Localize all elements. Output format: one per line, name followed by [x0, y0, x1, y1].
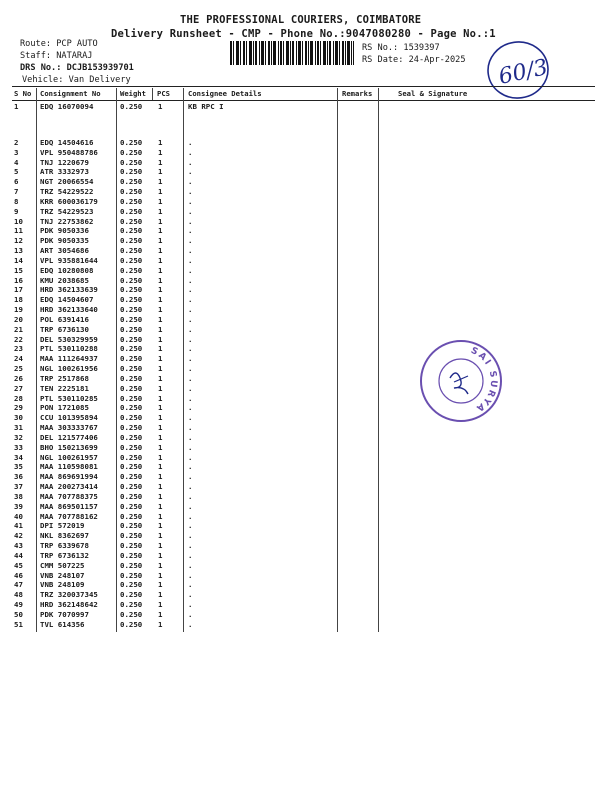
row-sno: 26 [14, 373, 23, 383]
row-consignee-details: . [188, 236, 193, 246]
row-pcs: 1 [158, 600, 163, 609]
row-pcs: 1 [158, 275, 163, 285]
row-sno: 7 [14, 187, 19, 197]
row-weight: 0.250 [120, 452, 143, 462]
row-weight: 0.250 [120, 482, 143, 492]
row-consignment-no: TEN 2225181 [40, 383, 89, 393]
rs-date-label: RS Date: [362, 55, 404, 65]
delivery-stamp [418, 338, 504, 424]
row-sno: 18 [14, 295, 23, 305]
row-sno: 31 [14, 423, 23, 433]
row-consignee-details: . [188, 452, 193, 462]
row-sno: 9 [14, 206, 19, 216]
row-consignee-details: . [188, 226, 193, 236]
row-consignment-no: BHO 150213699 [40, 442, 98, 452]
row-sno: 49 [14, 600, 23, 609]
row-weight: 0.250 [120, 521, 143, 531]
row-pcs: 1 [158, 344, 163, 354]
row-consignee-details: . [188, 600, 193, 609]
row-consignment-no: PDK 9050335 [40, 236, 89, 246]
row-consignee-details: . [188, 609, 193, 619]
row-consignment-no: NKL 8362697 [40, 531, 89, 541]
row-weight: 0.250 [120, 600, 143, 609]
row-sno: 5 [14, 167, 19, 177]
row-consignee-details: . [188, 442, 193, 452]
row-pcs: 1 [158, 226, 163, 236]
row-consignee-details: . [188, 432, 193, 442]
row-consignment-no: MAA 707788162 [40, 511, 98, 521]
row-consignee-details: . [188, 501, 193, 511]
row-weight: 0.250 [120, 206, 143, 216]
row-sno: 37 [14, 482, 23, 492]
row-consignment-no: PTL 530110285 [40, 393, 98, 403]
row-sno: 29 [14, 403, 23, 413]
row-consignee-details: . [188, 206, 193, 216]
row-pcs: 1 [158, 285, 163, 295]
row-pcs: 1 [158, 491, 163, 501]
row-consignment-no: TRZ 320037345 [40, 590, 98, 600]
row-pcs: 1 [158, 619, 163, 629]
col-pcs: PCS [157, 89, 170, 98]
row-pcs: 1 [158, 265, 163, 275]
col-sep [378, 88, 379, 632]
row-consignment-no: TRP 6736132 [40, 550, 89, 560]
row-sno: 32 [14, 432, 23, 442]
row-consignment-no: NGL 100261957 [40, 452, 98, 462]
row-pcs: 1 [158, 102, 163, 111]
row-weight: 0.250 [120, 246, 143, 256]
row-sno: 4 [14, 157, 19, 167]
row-consignment-no: DEL 121577406 [40, 432, 98, 442]
runsheet-subtitle: Delivery Runsheet - CMP - Phone No.:9047080280 - Page No.:1 [111, 28, 496, 40]
row-pcs: 1 [158, 580, 163, 590]
row-consignment-no: POL 6391416 [40, 314, 89, 324]
row-consignment-no: KRR 600036179 [40, 196, 98, 206]
col-consignment: Consignment No [40, 89, 101, 98]
row-pcs: 1 [158, 550, 163, 560]
col-remarks: Remarks [342, 89, 373, 98]
row-sno: 40 [14, 511, 23, 521]
row-sno: 28 [14, 393, 23, 403]
route-line [20, 39, 98, 49]
staff-line [20, 51, 92, 61]
row-sno: 38 [14, 491, 23, 501]
row-consignee-details: . [188, 491, 193, 501]
row-pcs: 1 [158, 393, 163, 403]
row-consignee-details: . [188, 511, 193, 521]
row-consignee-details: . [188, 423, 193, 433]
row-consignment-no: HRD 362133640 [40, 305, 98, 315]
row-pcs: 1 [158, 432, 163, 442]
row-pcs: 1 [158, 354, 163, 364]
row-sno: 21 [14, 324, 23, 334]
row-consignee-details: . [188, 472, 193, 482]
col-seal: Seal & Signature [398, 89, 468, 98]
row-weight: 0.250 [120, 393, 143, 403]
table-top-rule [12, 86, 595, 87]
row-sno: 44 [14, 550, 23, 560]
col-weight: Weight [120, 89, 146, 98]
row-sno: 35 [14, 462, 23, 472]
row-consignment-no: NGL 100261956 [40, 364, 98, 374]
row-weight: 0.250 [120, 265, 143, 275]
row-weight: 0.250 [120, 501, 143, 511]
route-label: Route: [20, 39, 52, 49]
row-weight: 0.250 [120, 216, 143, 226]
row-sno: 16 [14, 275, 23, 285]
row-sno: 13 [14, 246, 23, 256]
row-consignee-details: . [188, 560, 193, 570]
col-sep [36, 88, 37, 632]
row-pcs: 1 [158, 177, 163, 187]
row-consignee-details: . [188, 570, 193, 580]
row-consignment-no: CMM 507225 [40, 560, 85, 570]
row-pcs: 1 [158, 216, 163, 226]
row-sno: 1 [14, 102, 19, 111]
row-consignment-no: MAA 111264937 [40, 354, 98, 364]
row-consignee-details: KB RPC I [188, 102, 224, 111]
row-sno: 24 [14, 354, 23, 364]
row-sno: 12 [14, 236, 23, 246]
row-pcs: 1 [158, 373, 163, 383]
row-consignee-details: . [188, 413, 193, 423]
row-weight: 0.250 [120, 285, 143, 295]
row-consignee-details: . [188, 550, 193, 560]
table-header-rule [12, 100, 595, 101]
row-consignment-no: EDQ 14504616 [40, 138, 94, 147]
row-pcs: 1 [158, 255, 163, 265]
row-consignment-no: VNB 248107 [40, 570, 85, 580]
row-consignment-no: HRD 362148642 [40, 600, 98, 609]
row-sno: 11 [14, 226, 23, 236]
row-consignee-details: . [188, 373, 193, 383]
row-consignment-no: MAA 200273414 [40, 482, 98, 492]
row-weight: 0.250 [120, 472, 143, 482]
row-consignee-details: . [188, 541, 193, 551]
row-sno: 47 [14, 580, 23, 590]
row-consignment-no: TRP 2517868 [40, 373, 89, 383]
row-consignment-no: PDK 9050336 [40, 226, 89, 236]
row-pcs: 1 [158, 609, 163, 619]
row-consignment-no: HRD 362133639 [40, 285, 98, 295]
row-consignee-details: . [188, 619, 193, 629]
row-sno: 39 [14, 501, 23, 511]
row-pcs: 1 [158, 246, 163, 256]
row-pcs: 1 [158, 236, 163, 246]
row-consignee-details: . [188, 305, 193, 315]
row-sno: 10 [14, 216, 23, 226]
row-weight: 0.250 [120, 344, 143, 354]
row-consignee-details: . [188, 590, 193, 600]
row-pcs: 1 [158, 383, 163, 393]
row-weight: 0.250 [120, 413, 143, 423]
row-weight: 0.250 [120, 226, 143, 236]
row-sno: 25 [14, 364, 23, 374]
row-consignment-no: MAA 707788375 [40, 491, 98, 501]
row-pcs: 1 [158, 531, 163, 541]
row-pcs: 1 [158, 314, 163, 324]
row-consignee-details: . [188, 275, 193, 285]
row-consignee-details: . [188, 383, 193, 393]
row-weight: 0.250 [120, 442, 143, 452]
row-weight: 0.250 [120, 354, 143, 364]
drs-label: DRS No.: [20, 63, 62, 73]
row-weight: 0.250 [120, 196, 143, 206]
route-value: PCP AUTO [56, 39, 98, 49]
company-title: THE PROFESSIONAL COURIERS, COIMBATORE [180, 14, 422, 26]
row-weight: 0.250 [120, 609, 143, 619]
row-consignee-details: . [188, 147, 193, 157]
row-pcs: 1 [158, 196, 163, 206]
row-sno: 42 [14, 531, 23, 541]
stamp-text: SAI SURYA [469, 345, 499, 414]
row-pcs: 1 [158, 570, 163, 580]
row-pcs: 1 [158, 138, 163, 147]
row-consignee-details: . [188, 138, 193, 147]
row-sno: 41 [14, 521, 23, 531]
staff-label: Staff: [20, 51, 52, 61]
staff-value: NATARAJ [56, 51, 93, 61]
row-pcs: 1 [158, 167, 163, 177]
row-consignment-no: DEL 530329959 [40, 334, 98, 344]
col-sep [183, 88, 184, 632]
row-weight: 0.250 [120, 560, 143, 570]
row-weight: 0.250 [120, 511, 143, 521]
row-weight: 0.250 [120, 138, 143, 147]
row-pcs: 1 [158, 206, 163, 216]
row-consignee-details: . [188, 393, 193, 403]
row-weight: 0.250 [120, 236, 143, 246]
row-weight: 0.250 [120, 550, 143, 560]
row-pcs: 1 [158, 403, 163, 413]
row-consignment-no: TRP 6736130 [40, 324, 89, 334]
row-pcs: 1 [158, 541, 163, 551]
row-weight: 0.250 [120, 432, 143, 442]
vehicle-label: Vehicle: [22, 75, 64, 85]
row-weight: 0.250 [120, 314, 143, 324]
rs-date-line [362, 55, 466, 65]
row-consignee-details: . [188, 314, 193, 324]
row-pcs: 1 [158, 423, 163, 433]
row-sno: 27 [14, 383, 23, 393]
row-pcs: 1 [158, 187, 163, 197]
row-consignee-details: . [188, 324, 193, 334]
drs-value: DCJB153939701 [66, 63, 134, 73]
row-consignment-no: DPI 572019 [40, 521, 85, 531]
row-sno: 19 [14, 305, 23, 315]
rs-no-value: 1539397 [403, 43, 440, 53]
row-weight: 0.250 [120, 324, 143, 334]
row-consignment-no: EDQ 10280808 [40, 265, 94, 275]
row-consignee-details: . [188, 531, 193, 541]
row-consignee-details: . [188, 334, 193, 344]
row-weight: 0.250 [120, 580, 143, 590]
row-consignee-details: . [188, 167, 193, 177]
row-weight: 0.250 [120, 491, 143, 501]
row-sno: 30 [14, 413, 23, 423]
row-consignment-no: VPL 950488786 [40, 147, 98, 157]
row-sno: 48 [14, 590, 23, 600]
row-pcs: 1 [158, 157, 163, 167]
row-sno: 50 [14, 609, 23, 619]
row-weight: 0.250 [120, 462, 143, 472]
row-weight: 0.250 [120, 167, 143, 177]
col-sep [337, 88, 338, 632]
row-pcs: 1 [158, 462, 163, 472]
row-consignment-no: VNB 248109 [40, 580, 85, 590]
row-pcs: 1 [158, 364, 163, 374]
row-pcs: 1 [158, 442, 163, 452]
row-consignment-no: KMU 2038685 [40, 275, 89, 285]
row-consignment-no: NGT 20066554 [40, 177, 94, 187]
row-consignment-no: MAA 110598081 [40, 462, 98, 472]
row-pcs: 1 [158, 324, 163, 334]
row-weight: 0.250 [120, 541, 143, 551]
row-weight: 0.250 [120, 403, 143, 413]
row-consignee-details: . [188, 403, 193, 413]
row-weight: 0.250 [120, 147, 143, 157]
row-consignee-details: . [188, 482, 193, 492]
row-sno: 46 [14, 570, 23, 580]
row-sno: 2 [14, 138, 19, 147]
row-weight: 0.250 [120, 334, 143, 344]
row-weight: 0.250 [120, 590, 143, 600]
col-details: Consignee Details [188, 89, 262, 98]
row-pcs: 1 [158, 560, 163, 570]
row-pcs: 1 [158, 413, 163, 423]
handwritten-note: 60/3 [496, 55, 551, 90]
row-weight: 0.250 [120, 570, 143, 580]
row-pcs: 1 [158, 472, 163, 482]
row-pcs: 1 [158, 511, 163, 521]
row-weight: 0.250 [120, 295, 143, 305]
vehicle-value: Van Delivery [68, 75, 131, 85]
row-sno: 36 [14, 472, 23, 482]
row-consignment-no: TRZ 54229522 [40, 187, 94, 197]
row-consignee-details: . [188, 364, 193, 374]
row-sno: 3 [14, 147, 19, 157]
row-consignment-no: ART 3054686 [40, 246, 89, 256]
row-pcs: 1 [158, 147, 163, 157]
row-consignment-no: EDQ 14504607 [40, 295, 94, 305]
row-weight: 0.250 [120, 373, 143, 383]
row-consignee-details: . [188, 196, 193, 206]
row-weight: 0.250 [120, 423, 143, 433]
row-sno: 33 [14, 442, 23, 452]
row-consignment-no: PON 1721085 [40, 403, 89, 413]
row-consignment-no: PDK 7070997 [40, 609, 89, 619]
row-weight: 0.250 [120, 157, 143, 167]
row-consignee-details: . [188, 462, 193, 472]
row-weight: 0.250 [120, 177, 143, 187]
row-consignee-details: . [188, 344, 193, 354]
row-consignee-details: . [188, 157, 193, 167]
rs-date-value: 24-Apr-2025 [408, 55, 466, 65]
row-consignment-no: TVL 614356 [40, 619, 85, 629]
row-weight: 0.250 [120, 364, 143, 374]
drs-line [20, 63, 134, 73]
row-consignee-details: . [188, 265, 193, 275]
row-sno: 17 [14, 285, 23, 295]
row-consignee-details: . [188, 216, 193, 226]
row-consignment-no: EDQ 16070094 [40, 102, 94, 111]
row-pcs: 1 [158, 295, 163, 305]
row-weight: 0.250 [120, 102, 143, 111]
row-sno: 20 [14, 314, 23, 324]
rs-no-line [362, 43, 440, 53]
row-pcs: 1 [158, 501, 163, 511]
row-consignment-no: MAA 303333767 [40, 423, 98, 433]
row-consignment-no: VPL 935881644 [40, 255, 98, 265]
row-sno: 34 [14, 452, 23, 462]
row-consignee-details: . [188, 187, 193, 197]
row-consignee-details: . [188, 177, 193, 187]
col-sno: S No [14, 89, 32, 98]
col-sep [116, 88, 117, 632]
row-pcs: 1 [158, 521, 163, 531]
row-sno: 6 [14, 177, 19, 187]
row-sno: 8 [14, 196, 19, 206]
row-weight: 0.250 [120, 275, 143, 285]
row-weight: 0.250 [120, 255, 143, 265]
row-sno: 23 [14, 344, 23, 354]
row-consignee-details: . [188, 285, 193, 295]
row-consignment-no: TRP 6339678 [40, 541, 89, 551]
col-sep [152, 88, 153, 100]
row-pcs: 1 [158, 590, 163, 600]
vehicle-line [22, 75, 131, 85]
row-consignee-details: . [188, 246, 193, 256]
row-weight: 0.250 [120, 383, 143, 393]
row-consignment-no: PTL 530110288 [40, 344, 98, 354]
row-weight: 0.250 [120, 531, 143, 541]
row-pcs: 1 [158, 482, 163, 492]
row-sno: 14 [14, 255, 23, 265]
row-consignee-details: . [188, 580, 193, 590]
rs-no-label: RS No.: [362, 43, 399, 53]
row-pcs: 1 [158, 305, 163, 315]
row-sno: 51 [14, 619, 23, 629]
row-consignee-details: . [188, 295, 193, 305]
row-weight: 0.250 [120, 619, 143, 629]
row-consignee-details: . [188, 521, 193, 531]
row-sno: 45 [14, 560, 23, 570]
row-weight: 0.250 [120, 187, 143, 197]
row-sno: 22 [14, 334, 23, 344]
row-consignment-no: TNJ 1220679 [40, 157, 89, 167]
row-pcs: 1 [158, 452, 163, 462]
row-consignment-no: TNJ 22753862 [40, 216, 94, 226]
row-consignee-details: . [188, 255, 193, 265]
handwritten-page-count [482, 38, 552, 100]
row-sno: 43 [14, 541, 23, 551]
row-consignment-no: TRZ 54229523 [40, 206, 94, 216]
row-weight: 0.250 [120, 305, 143, 315]
row-consignment-no: ATR 3332973 [40, 167, 89, 177]
row-pcs: 1 [158, 334, 163, 344]
row-consignment-no: MAA 869501157 [40, 501, 98, 511]
row-consignment-no: CCU 101395894 [40, 413, 98, 423]
row-consignee-details: . [188, 354, 193, 364]
barcode [230, 41, 354, 65]
row-sno: 15 [14, 265, 23, 275]
row-consignment-no: MAA 869691994 [40, 472, 98, 482]
